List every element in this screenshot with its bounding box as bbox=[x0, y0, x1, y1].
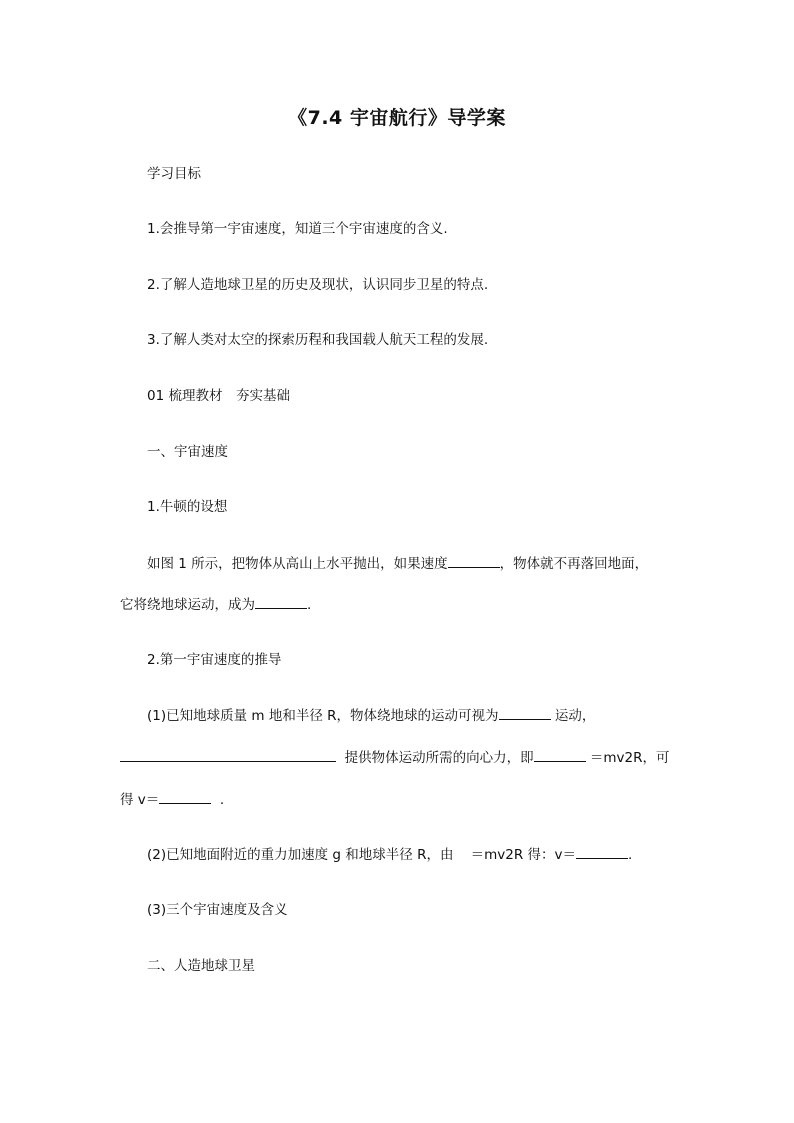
text: 提供物体运动所需的向心力，即 bbox=[344, 750, 534, 766]
section-01-heading: 01 梳理教材 夯实基础 bbox=[147, 388, 290, 404]
text: . bbox=[628, 847, 633, 863]
text: 它将绕地球运动，成为 bbox=[120, 597, 255, 613]
text: 如图 1 所示，把物体从高山上水平抛出，如果速度 bbox=[147, 556, 448, 572]
paragraph-derivation-1-line-2 bbox=[120, 747, 670, 768]
text: 得 v＝ bbox=[120, 792, 160, 808]
text: . bbox=[219, 792, 225, 808]
fill-blank bbox=[448, 553, 500, 568]
text: ＝mv2R 得：v＝ bbox=[470, 847, 577, 863]
subsection-newton-idea: 1.牛顿的设想 bbox=[147, 499, 228, 515]
heading-learning-goals: 学习目标 bbox=[147, 166, 201, 182]
text: ＝mv2R，可 bbox=[589, 750, 670, 766]
text: (2)已知地面附近的重力加速度 g 和地球半径 R，由 bbox=[147, 847, 454, 863]
fill-blank bbox=[159, 789, 211, 804]
paragraph-three-velocities: (3)三个宇宙速度及含义 bbox=[147, 902, 288, 918]
goal-2: 2.了解人造地球卫星的历史及现状，认识同步卫星的特点. bbox=[147, 277, 489, 293]
paragraph-derivation-1-line-3 bbox=[120, 789, 224, 810]
text: ，物体就不再落回地面， bbox=[499, 556, 649, 572]
text: . bbox=[307, 597, 312, 613]
fill-blank bbox=[499, 705, 551, 720]
text: (1)已知地球质量 m 地和半径 R，物体绕地球的运动可视为 bbox=[147, 708, 499, 724]
text: 运动， bbox=[554, 708, 596, 724]
paragraph-newton-line-2 bbox=[120, 594, 311, 615]
goal-3: 3.了解人类对太空的探索历程和我国载人航天工程的发展. bbox=[147, 332, 489, 348]
fill-blank bbox=[255, 594, 307, 609]
section-1-heading: 一、宇宙速度 bbox=[147, 444, 228, 460]
fill-blank bbox=[576, 844, 628, 859]
goal-1: 1.会推导第一宇宙速度，知道三个宇宙速度的含义. bbox=[147, 221, 448, 237]
paragraph-derivation-1-line-1 bbox=[147, 705, 595, 726]
paragraph-newton-line-1 bbox=[147, 553, 648, 574]
paragraph-derivation-2 bbox=[147, 844, 632, 865]
section-2-heading: 二、人造地球卫星 bbox=[147, 958, 255, 974]
document-title: 《7.4 宇宙航行》导学案 bbox=[288, 107, 506, 129]
subsection-first-cosmic-velocity: 2.第一宇宙速度的推导 bbox=[147, 652, 282, 668]
fill-blank bbox=[534, 747, 586, 762]
fill-blank bbox=[120, 747, 336, 762]
